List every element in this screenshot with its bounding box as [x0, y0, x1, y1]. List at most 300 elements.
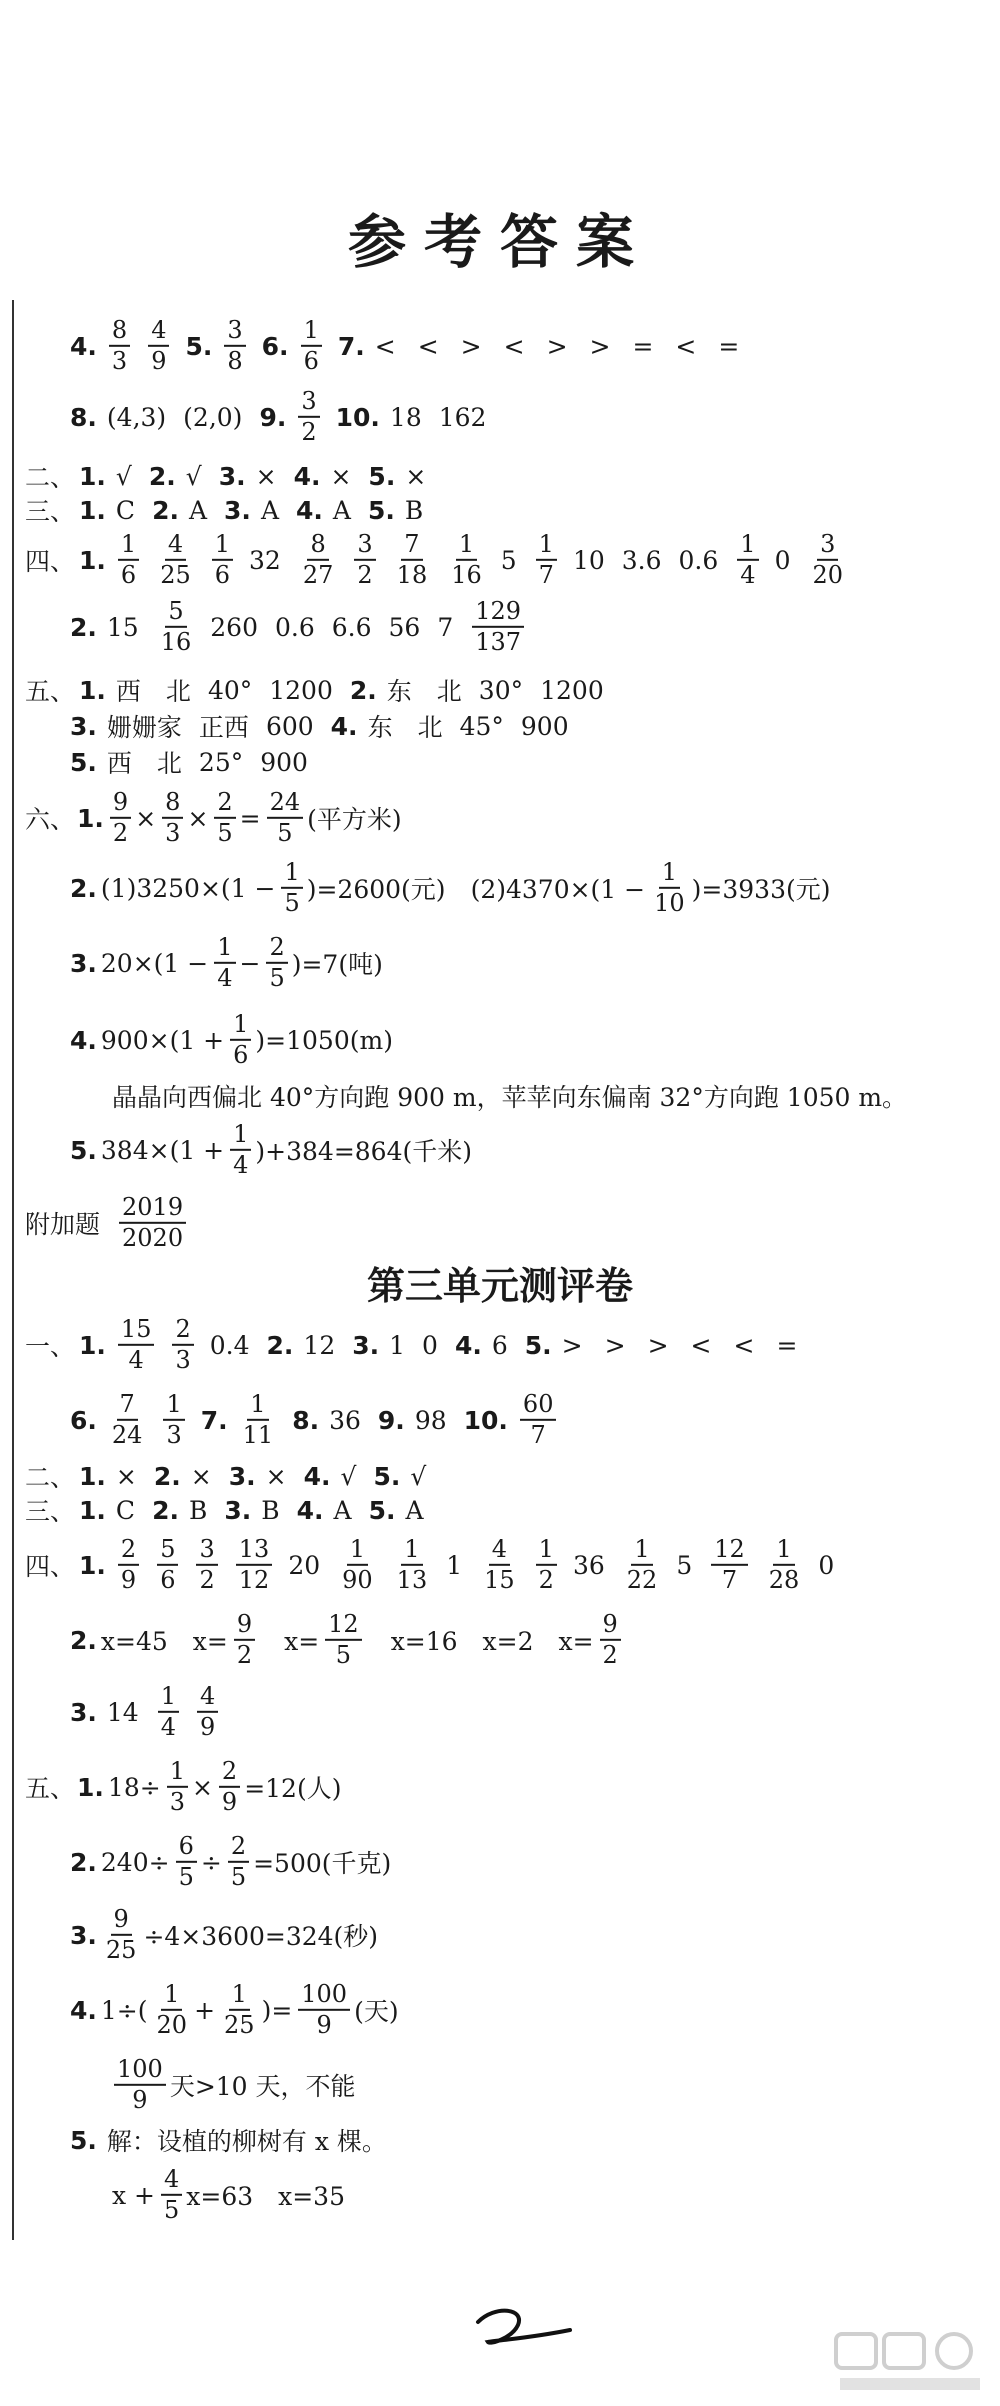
fraction-numerator: 1	[281, 860, 302, 889]
answer-text: <	[374, 331, 396, 361]
fraction-numerator: 3	[224, 318, 245, 347]
fraction-denominator: 4	[740, 561, 756, 589]
fraction-numerator: 9	[600, 1612, 621, 1641]
fraction-numerator: 1	[301, 318, 322, 347]
answer-row	[70, 1119, 476, 1179]
fraction-denominator: 3	[166, 1421, 182, 1449]
fraction-numerator: 3	[354, 532, 375, 561]
answer-row	[25, 787, 406, 847]
fraction	[448, 529, 485, 589]
fraction	[809, 529, 846, 589]
fraction-numerator: 4	[148, 318, 169, 347]
answer-text: 0.6	[678, 545, 719, 575]
answer-row	[25, 1314, 819, 1374]
answer-text: 260	[210, 612, 258, 642]
answer-row	[25, 458, 443, 494]
answer-row	[112, 1078, 924, 1114]
question-number: 2.	[152, 1495, 179, 1525]
question-number: 6.	[70, 1405, 97, 1435]
answer-text: 600	[265, 711, 314, 741]
fraction-denominator: 6	[160, 1566, 176, 1594]
question-number: 3.	[224, 1495, 252, 1525]
fraction-numerator: 4	[165, 532, 186, 561]
answer-text: 0	[422, 1330, 438, 1360]
fraction-numerator: 100	[298, 1982, 350, 2011]
fraction	[766, 1534, 803, 1594]
fraction-denominator: 4	[128, 1346, 144, 1374]
answer-row	[25, 529, 862, 589]
fraction-numerator: 1	[347, 1537, 368, 1566]
fraction-numerator: 8	[307, 532, 328, 561]
question-number: 2.	[148, 461, 176, 491]
section-marker: 三、	[25, 1497, 76, 1526]
answer-text: (1)3250×(1 −	[100, 873, 276, 903]
fraction-denominator: 2	[236, 1641, 253, 1669]
answer-text: 18	[389, 402, 422, 432]
answer-text: A	[260, 495, 279, 525]
fraction-denominator: 27	[302, 561, 334, 589]
answer-text: >	[604, 1330, 626, 1360]
question-number: 3.	[228, 1461, 256, 1491]
question-number: 2.	[349, 675, 377, 705]
question-number: 4.	[70, 1995, 97, 2025]
fraction-denominator: 8	[227, 347, 243, 375]
fraction-numerator: 1	[161, 1982, 182, 2011]
handwritten-signature	[470, 2300, 580, 2350]
answer-row	[70, 596, 540, 656]
fraction-numerator: 1	[631, 1537, 652, 1566]
answer-row	[70, 1389, 572, 1449]
fraction-numerator: 1	[158, 1684, 179, 1713]
fraction-denominator: 9	[200, 1713, 216, 1741]
fraction	[221, 1979, 258, 2039]
question-number: 2.	[153, 1461, 181, 1491]
fraction-denominator: 7	[538, 561, 554, 589]
answer-text: 6	[491, 1330, 508, 1360]
answer-text: A	[333, 1495, 352, 1525]
answer-text: 20×(1 −	[100, 948, 209, 978]
answer-text: ×	[187, 803, 209, 833]
fraction	[234, 1609, 255, 1669]
fraction-numerator: 1	[214, 935, 235, 964]
fraction-numerator: 100	[114, 2057, 166, 2086]
answer-row	[25, 672, 621, 708]
answer-text: x +	[112, 2180, 155, 2210]
answer-text: >	[561, 1330, 583, 1360]
fraction-numerator: 15	[118, 1317, 155, 1346]
fraction-denominator: 5	[284, 889, 300, 917]
answer-row	[112, 2164, 349, 2224]
fraction-numerator: 1	[536, 1537, 557, 1566]
fraction	[536, 529, 557, 589]
fraction-numerator: 9	[111, 1907, 132, 1936]
fraction	[298, 386, 319, 446]
answer-text: √	[410, 1461, 427, 1491]
answer-text: 晶晶向西偏北 40°方向跑 900 m，苹苹向东偏南 32°方向跑 1050 m。	[112, 1083, 908, 1112]
fraction-denominator: 2	[301, 418, 317, 446]
answer-text: 东 北	[367, 713, 443, 742]
answer-text: =	[718, 331, 740, 361]
fraction-denominator: 2	[602, 1641, 618, 1669]
answer-text: √	[185, 461, 202, 491]
answer-text: 10	[572, 545, 605, 575]
answer-text: 900	[260, 747, 308, 777]
fraction	[158, 596, 195, 656]
section-marker: 四、	[25, 547, 76, 576]
fraction	[651, 857, 688, 917]
answer-text: 正西	[198, 713, 249, 742]
question-number: 8.	[292, 1405, 320, 1435]
fraction-numerator: 8	[162, 790, 183, 819]
answer-row	[70, 857, 835, 917]
question-number: 1.	[79, 545, 106, 575]
fraction-numerator: 2	[118, 1537, 139, 1566]
answer-text: 56	[388, 612, 421, 642]
fraction	[148, 315, 169, 375]
fraction-denominator: 28	[768, 1566, 800, 1594]
answer-text: ×	[191, 1772, 213, 1802]
fraction	[118, 529, 139, 589]
fraction	[154, 1979, 191, 2039]
fraction-denominator: 90	[342, 1566, 373, 1594]
fraction-denominator: 3	[175, 1346, 191, 1374]
section-marker: 六、	[25, 805, 76, 834]
fraction	[600, 1609, 621, 1669]
fraction-denominator: 25	[105, 1936, 137, 1964]
fraction-denominator: 2	[538, 1566, 554, 1594]
question-number: 4.	[70, 1025, 97, 1055]
answer-text: >	[647, 1330, 669, 1360]
fraction-numerator: 1	[737, 532, 758, 561]
question-number: 1.	[77, 1772, 104, 1802]
question-number: 4.	[293, 461, 321, 491]
fraction-numerator: 3	[817, 532, 838, 561]
question-number: 2.	[70, 1847, 97, 1877]
fraction-numerator: 2	[172, 1317, 193, 1346]
answer-row	[70, 386, 503, 446]
fraction-denominator: 20	[812, 561, 844, 589]
question-number: 2.	[266, 1330, 294, 1360]
page-title: 参考答案	[347, 208, 652, 276]
fraction	[196, 1534, 217, 1594]
answer-text: ÷	[200, 1847, 222, 1877]
fraction	[157, 529, 194, 589]
question-number: 9.	[377, 1405, 405, 1435]
question-number: 1.	[77, 803, 104, 833]
fraction-denominator: 137	[475, 628, 522, 656]
question-number: 1.	[79, 1495, 106, 1525]
fraction	[103, 1904, 140, 1964]
section-marker: 二、	[25, 463, 76, 492]
fraction	[228, 1831, 249, 1891]
answer-row	[70, 1609, 625, 1669]
fraction-numerator: 13	[236, 1537, 273, 1566]
answer-text: 0.6	[274, 612, 315, 642]
fraction-denominator: 5	[217, 819, 233, 847]
fraction-denominator: 2	[199, 1566, 215, 1594]
question-number: 5.	[185, 331, 213, 361]
answer-text: 14	[106, 1697, 139, 1727]
fraction-numerator: 6	[176, 1834, 197, 1863]
fraction-numerator: 5	[157, 1537, 178, 1566]
fraction-numerator: 4	[489, 1537, 510, 1566]
answer-row	[70, 2122, 404, 2158]
section-marker: 四、	[25, 1552, 76, 1581]
answer-text: 解：设植的柳树有 x 棵。	[106, 2127, 387, 2156]
question-number: 5.	[368, 1495, 396, 1525]
fraction-denominator: 15	[484, 1566, 515, 1594]
question-number: 4.	[296, 1495, 324, 1525]
question-number: 1.	[79, 1550, 106, 1580]
fraction-denominator: 5	[269, 964, 285, 992]
fraction-numerator: 8	[109, 318, 130, 347]
fraction-numerator: 4	[197, 1684, 218, 1713]
fraction	[163, 1389, 184, 1449]
fraction-numerator: 1	[230, 1122, 251, 1151]
answer-text: )=7(吨)	[291, 950, 383, 979]
question-number: 4.	[70, 331, 97, 361]
answer-text: )=3933(元)	[691, 875, 831, 904]
question-number: 2.	[70, 1625, 97, 1655]
fraction	[394, 529, 431, 589]
answer-text: (4,3)	[106, 402, 167, 432]
fraction-numerator: 3	[196, 1537, 217, 1566]
fraction-numerator: 2	[266, 935, 287, 964]
fraction-denominator: 5	[335, 1641, 352, 1669]
fraction-numerator: 1	[230, 1012, 251, 1041]
answer-text: x=16 x=2 x=	[365, 1627, 594, 1656]
fraction	[339, 1534, 376, 1594]
answer-row	[112, 2054, 360, 2114]
question-number: 3.	[224, 495, 251, 525]
fraction-denominator: 3	[169, 1788, 185, 1816]
answer-text: +	[194, 1995, 216, 2025]
fraction-denominator: 22	[626, 1566, 658, 1594]
fraction-numerator: 12	[325, 1612, 362, 1641]
answer-text: 3.6	[621, 545, 662, 575]
fraction-denominator: 16	[160, 628, 192, 656]
answer-text: 0	[774, 545, 791, 575]
answer-text: 东 北	[386, 677, 462, 706]
fraction-numerator: 129	[472, 599, 524, 628]
answer-text: (平方米)	[307, 805, 402, 834]
fraction-denominator: 7	[530, 1421, 546, 1449]
fraction	[109, 315, 130, 375]
fraction-numerator: 1	[229, 1982, 250, 2011]
fraction	[472, 596, 524, 656]
answer-text: C	[115, 1495, 136, 1525]
answer-row	[25, 492, 440, 528]
fraction	[711, 1534, 748, 1594]
answer-text: )=	[261, 1995, 293, 2025]
fraction	[224, 315, 245, 375]
fraction-numerator: 1	[401, 1537, 422, 1566]
question-number: 5.	[367, 495, 395, 525]
answer-text: ×	[255, 461, 277, 491]
watermark-logo	[830, 2328, 990, 2398]
answer-text: =	[239, 803, 261, 833]
fraction	[230, 1119, 251, 1179]
fraction-denominator: 4	[217, 964, 233, 992]
answer-text: )+384=864(千米)	[255, 1137, 472, 1166]
answer-text: >	[546, 331, 568, 361]
fraction	[481, 1534, 518, 1594]
answer-text: ×	[405, 461, 427, 491]
answer-text: =	[632, 331, 654, 361]
question-number: 3.	[70, 948, 97, 978]
answer-row	[70, 315, 761, 375]
fraction-denominator: 9	[120, 1566, 137, 1594]
answer-text: 西 北	[115, 677, 191, 706]
question-number: 3.	[70, 1697, 97, 1727]
answer-text: <	[417, 331, 439, 361]
answer-text: B	[188, 1495, 208, 1525]
fraction-denominator: 12	[238, 1566, 270, 1594]
answer-text: (天)	[354, 1997, 399, 2026]
fraction	[172, 1314, 193, 1374]
answer-text: 5	[500, 545, 517, 575]
fraction	[110, 787, 131, 847]
answer-text: C	[115, 495, 136, 525]
fraction-numerator: 1	[773, 1537, 794, 1566]
fraction-numerator: 2	[219, 1759, 240, 1788]
answer-text: −	[239, 948, 261, 978]
fraction-denominator: 5	[230, 1863, 247, 1891]
fraction-denominator: 5	[277, 819, 293, 847]
answer-text: B	[404, 495, 424, 525]
question-number: 2.	[70, 612, 97, 642]
fraction-numerator: 1	[659, 860, 680, 889]
fraction-denominator: 3	[165, 819, 181, 847]
fraction-denominator: 5	[164, 2196, 180, 2224]
fraction-numerator: 2	[228, 1834, 249, 1863]
answer-text: <	[675, 331, 697, 361]
answer-text: 5	[676, 1550, 693, 1580]
answer-text: =500(千克)	[253, 1849, 392, 1878]
fraction	[197, 1681, 218, 1741]
answer-row	[70, 1904, 382, 1964]
answer-text: 附加题	[25, 1210, 101, 1239]
fraction	[354, 529, 375, 589]
fraction	[214, 787, 235, 847]
answer-text: >	[589, 331, 611, 361]
section-marker: 二、	[25, 1463, 76, 1492]
fraction-denominator: 9	[316, 2011, 332, 2039]
fraction	[281, 857, 302, 917]
answer-text: 384×(1 +	[100, 1135, 225, 1165]
fraction	[230, 1009, 251, 1069]
question-number: 3.	[218, 461, 246, 491]
question-number: 2.	[152, 495, 179, 525]
answer-text: 900	[520, 711, 569, 741]
answer-row	[70, 1979, 403, 2039]
fraction-denominator: 20	[156, 2011, 188, 2039]
fraction-numerator: 1	[536, 532, 557, 561]
question-number: 3.	[70, 711, 97, 741]
fraction-numerator: 1	[212, 532, 233, 561]
answer-text: B	[261, 1495, 280, 1525]
fraction	[325, 1609, 362, 1669]
question-number: 5.	[373, 1461, 401, 1491]
question-number: 5.	[70, 2125, 97, 2155]
answer-text: 45°	[459, 711, 504, 741]
section-marker: 一、	[25, 1332, 76, 1361]
fraction-numerator: 1	[163, 1392, 184, 1421]
answer-text: √	[115, 461, 132, 491]
fraction-denominator: 10	[654, 889, 685, 917]
fraction	[267, 787, 304, 847]
answer-text: 36	[572, 1550, 605, 1580]
fraction-denominator: 16	[451, 561, 482, 589]
question-number: 4.	[303, 1461, 331, 1491]
fraction-denominator: 6	[303, 347, 319, 375]
fraction	[536, 1534, 557, 1594]
fraction-denominator: 5	[178, 1863, 194, 1891]
answer-text: A	[188, 495, 208, 525]
fraction	[167, 1756, 188, 1816]
answer-text: <	[503, 331, 525, 361]
answer-text: 1	[389, 1330, 406, 1360]
question-number: 6.	[261, 331, 289, 361]
fraction	[176, 1831, 197, 1891]
fraction	[266, 932, 287, 992]
answer-row	[70, 744, 325, 780]
fraction-denominator: 25	[224, 2011, 255, 2039]
answer-text: 162	[438, 402, 487, 432]
answer-text: 姗姗家	[106, 713, 182, 742]
question-number: 3.	[70, 1920, 97, 1950]
answer-text: x=	[259, 1627, 320, 1656]
answer-row	[25, 1534, 851, 1594]
question-number: 4.	[296, 495, 323, 525]
answer-text: 32	[249, 545, 281, 575]
fraction-numerator: 9	[110, 790, 131, 819]
fraction-numerator: 1	[456, 532, 477, 561]
answer-text: 20	[288, 1550, 321, 1580]
question-number: 7.	[337, 331, 365, 361]
fraction	[119, 1192, 186, 1252]
answer-text: 6.6	[331, 612, 372, 642]
answer-text: ×	[265, 1461, 287, 1491]
fraction-denominator: 6	[214, 561, 231, 589]
answer-text: 1200	[269, 675, 333, 705]
answer-row	[70, 1009, 397, 1069]
question-number: 5.	[70, 747, 97, 777]
fraction	[624, 1534, 661, 1594]
fraction	[158, 1681, 179, 1741]
question-number: 3.	[352, 1330, 380, 1360]
fraction	[520, 1389, 557, 1449]
fraction-denominator: 9	[132, 2086, 148, 2114]
answer-text: 12	[303, 1330, 336, 1360]
answer-row	[25, 1492, 441, 1528]
answer-row	[70, 932, 387, 992]
answer-text: 40°	[207, 675, 253, 705]
fraction-numerator: 2019	[119, 1195, 186, 1224]
answer-row	[70, 1681, 234, 1741]
fraction-denominator: 6	[120, 561, 137, 589]
fraction	[118, 1314, 155, 1374]
fraction	[737, 529, 758, 589]
answer-text: ×	[190, 1461, 212, 1491]
answer-text: 天>10 天，不能	[169, 2072, 356, 2101]
fraction	[300, 529, 337, 589]
answer-text: A	[332, 495, 351, 525]
answer-text: x=45 x=	[100, 1627, 228, 1656]
section-marker: 三、	[25, 497, 76, 526]
fraction-numerator: 24	[267, 790, 304, 819]
fraction-denominator: 4	[160, 1713, 176, 1741]
